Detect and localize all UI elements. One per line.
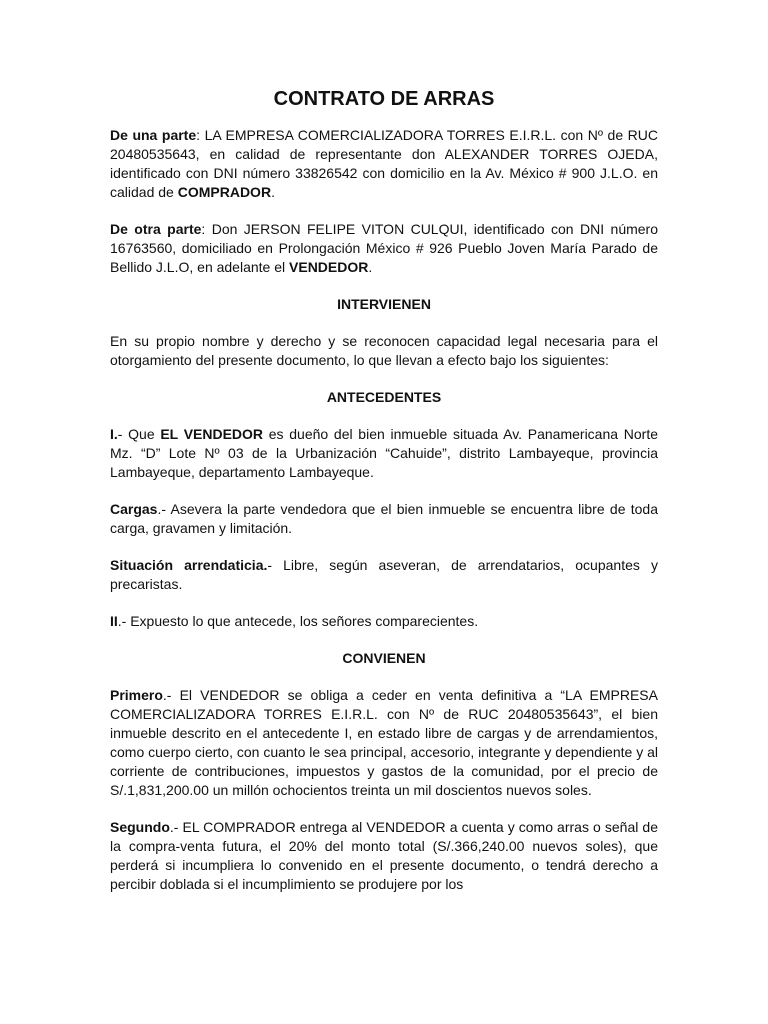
text-antecedente-ii: .- Expuesto lo que antecede, los señores comparecientes. — [117, 613, 479, 629]
text-de-otra-parte-end: . — [368, 259, 373, 275]
paragraph-de-otra-parte — [110, 220, 658, 277]
text-de-otra-parte: : Don JERSON FELIPE VITON CULQUI, identificado con DNI número 16763560, domiciliado en Prolongación México # 926 Pueblo Joven María Parado de Bellido J.L.O, en adelante el — [110, 221, 658, 275]
paragraph-antecedente-ii — [110, 612, 658, 631]
paragraph-cargas — [110, 500, 658, 538]
section-heading-intervienen: INTERVIENEN — [337, 296, 431, 312]
lead-situacion-arrendaticia: Situación arrendaticia. — [110, 557, 268, 573]
paragraph-primero — [110, 686, 658, 800]
lead-antecedente-i: I. — [110, 426, 118, 442]
text-de-una-parte-end: . — [271, 184, 275, 200]
text-situacion-arrendaticia: - Libre, según aseveran, de arrendatarios, ocupantes y precaristas. — [110, 557, 658, 592]
text-cargas: .- Asevera la parte vendedora que el bien inmueble se encuentra libre de toda carga, gravamen y limitación. — [110, 501, 658, 536]
text-antecedente-i-end: es dueño del bien inmueble situada Av. Panamericana Norte Mz. “D” Lote Nº 03 de la Urbanización “Cahuide”, distrito Lambayeque, provincia Lambayeque, departamento Lambayeque. — [110, 426, 658, 480]
paragraph-intervienen: En su propio nombre y derecho y se reconocen capacidad legal necesaria para el otorgamiento del presente documento, lo que llevan a efecto bajo los siguientes: — [110, 333, 658, 368]
lead-de-otra-parte: De otra parte — [110, 221, 202, 237]
text-primero: .- El VENDEDOR se obliga a ceder en venta definitiva a “LA EMPRESA COMERCIALIZADORA TORRES E.I.R.L. con Nº de RUC 20480535643”, el bien inmueble descrito en el antecedente I, en estado libre de cargas y de arrendamientos, como cuerpo cierto, con cuanto le sea principal, accesorio, integrante y dependiente y al corriente de contribuciones, impuestos y gastos de la comunidad, por el precio de S/.1,831,200.00 un millón ochocientos treinta un mil doscientos nuevos soles. — [110, 687, 658, 798]
paragraph-antecedente-i — [110, 425, 658, 482]
document-page — [110, 86, 658, 1024]
text-antecedente-i: - Que — [117, 426, 161, 442]
text-de-una-parte: : LA EMPRESA COMERCIALIZADORA TORRES E.I.R.L. con Nº de RUC 20480535643, en calidad de representante don ALEXANDER TORRES OJEDA, identificado con DNI número 33826542 con domicilio en la Av. México # 900 J.L.O. en calidad de — [110, 127, 658, 200]
lead-antecedente-ii: II — [110, 613, 118, 629]
lead-primero: Primero — [110, 687, 163, 703]
paragraph-de-una-parte — [110, 126, 658, 202]
paragraph-segundo — [110, 818, 658, 894]
bold-comprador: COMPRADOR — [177, 184, 272, 200]
document-title: CONTRATO DE ARRAS — [273, 88, 495, 110]
lead-segundo: Segundo — [110, 819, 170, 835]
text-segundo: .- EL COMPRADOR entrega al VENDEDOR a cuenta y como arras o señal de la compra-venta futura, el 20% del monto total (S/.366,240.00 nuevos soles), que perderá si incumpliera lo convenido en el presente documento, o tendrá derecho a percibir doblada si el incumplimiento se produjere por los — [110, 819, 658, 892]
bold-el-vendedor: EL VENDEDOR — [160, 426, 264, 442]
paragraph-situacion-arrendaticia — [110, 556, 658, 594]
section-heading-convienen: CONVIENEN — [342, 650, 426, 666]
section-heading-antecedentes: ANTECEDENTES — [326, 389, 442, 405]
lead-de-una-parte: De una parte — [110, 127, 197, 143]
lead-cargas: Cargas — [110, 501, 158, 517]
bold-vendedor: VENDEDOR — [289, 259, 369, 275]
